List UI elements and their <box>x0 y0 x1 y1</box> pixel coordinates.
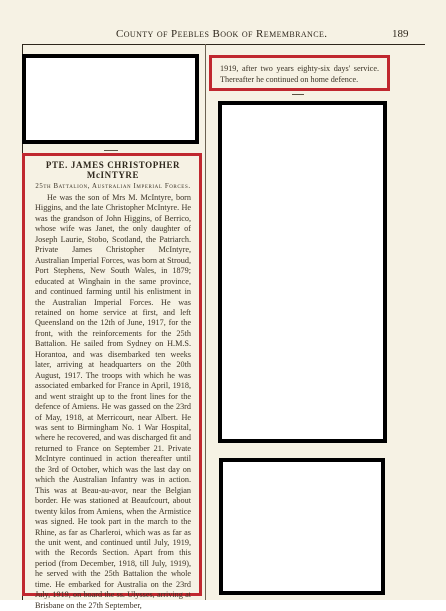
article-title: PTE. JAMES CHRISTOPHER McINTYRE <box>45 160 181 180</box>
article-body: He was the son of Mrs M. McIntyre, born Higgins, and the late Christopher McIntyre. He was the grandson of John Higgins, of Berrico, whose wife was Janet, the only daughter of Joseph Laurie, Stobo, Scotland, the Patriarch. Private James Christopher McIntyre, Australian Imperial Forces, was born at Stroud, Port Stephens, New South Wales, in 1879; educated at Winghain in the same province, and continued farming until his enlistment in the Australian Imperial Forces. He was retained on home service at first, and left Queensland on the 12th of June, 1917, for the front, with the reinforcements for the 25th Battalion. He sailed from Sydney on H.M.S. Horantoa, and was disembarked ten weeks later, arriving at headquarters on the 20th August, 1917. The troops with which he was associated embarked for France in April, 1918, and went straight up to the front lines for the defence of Amiens. He was gassed on the 23rd of May, 1918, at Merricourt, near Albert. He was sent to Birmingham No. 1 War Hospital, where he recovered, and was discharged fit and returned to France on September 21. Private McIntyre continued in action thereafter until the 3rd of October, which was the last day on which the Australian Infantry was in action. This was at Beau-au-avor, near the Belgian border. He was stationed at Beaufcourt, about twenty kilos from Amiens, when the Armistice was signed. He took part in the march to the Rhine, as far as Charleroi, which was as far as the unit went, and continued until July, 1919, with the Records Section. Apart from this period (from December, 1918, till July, 1919), he served with the 25th Battalion the whole time. He embarked for Australia on the 23rd July, 1919, on board the ss. Ulysses, arriving at Brisbane on the 27th September, <box>35 193 191 610</box>
continuation-highlight <box>209 55 390 91</box>
section-separator-right <box>292 94 304 95</box>
redacted-image-block-right-upper <box>218 101 387 443</box>
redacted-image-block-right-lower <box>219 458 385 595</box>
article-unit: 25th Battalion, Australian Imperial Forces. <box>35 183 191 190</box>
page-number: 189 <box>392 28 409 40</box>
header-rule <box>22 44 425 45</box>
article-highlight <box>22 153 202 610</box>
column-divider-rule <box>205 44 206 600</box>
redacted-image-block-top-left <box>22 54 199 144</box>
page-header <box>0 0 446 44</box>
section-separator <box>104 150 118 151</box>
continuation-text: 1919, after two years eighty-six days' service. Thereafter he continued on home defence. <box>220 64 379 84</box>
running-title: County of Peebles Book of Remembrance. <box>116 28 328 40</box>
continuation-paragraph <box>212 58 387 85</box>
article <box>25 156 199 611</box>
